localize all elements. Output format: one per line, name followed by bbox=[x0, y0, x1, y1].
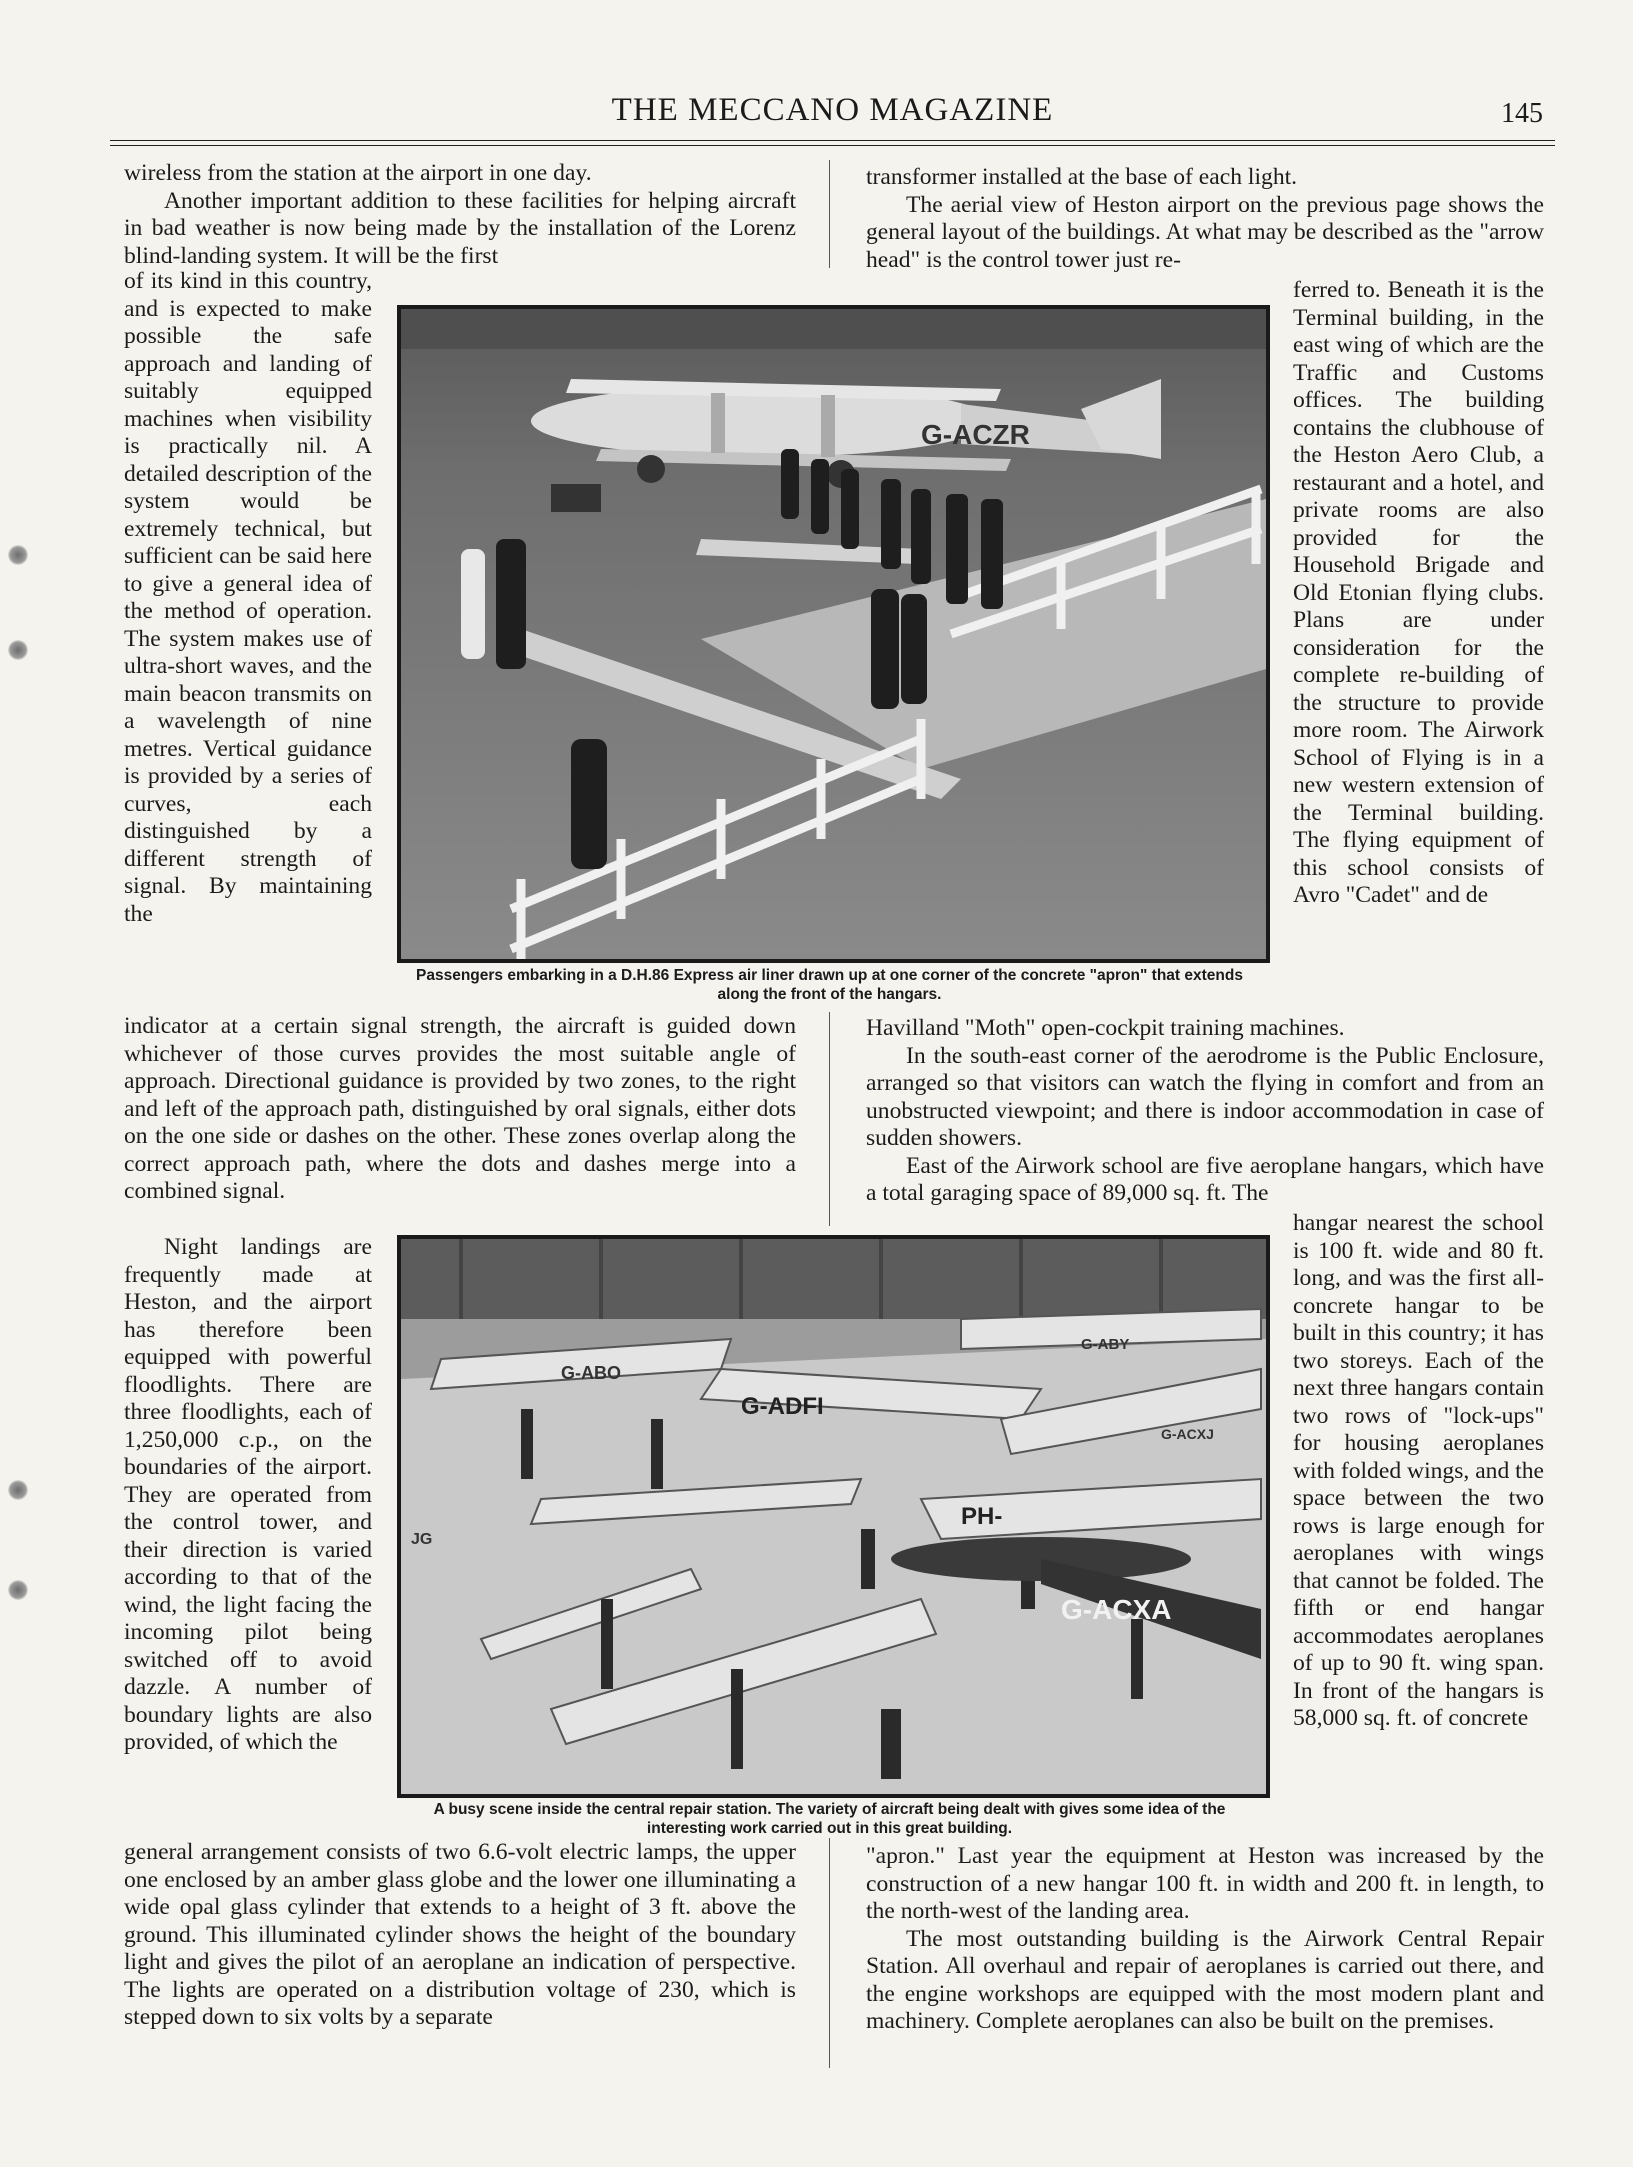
photo-airliner-boarding bbox=[397, 305, 1270, 963]
paragraph: Night landings are frequently made at Heston, and the airport has therefore been equipped with powerful floodlights. There are three floodlights, each of 1,250,000 c.p., on the boundaries of the airport. They are operated from the control tower, and their direction is varied according to that of the wind, the light facing the incoming pilot being switched off to avoid dazzle. A number of boundary lights are also provided, of which the bbox=[124, 1234, 372, 1755]
paragraph: In the south-east corner of the aerodrome is the Public Enclosure, arranged so that visitors can watch the flying in comfort and from an unobstructed viewpoint; and there is indoor accommodation in case of sudden showers. bbox=[866, 1042, 1544, 1151]
registration-label: G-ACXA bbox=[1061, 1594, 1172, 1625]
left-column-narrow-1 bbox=[124, 268, 372, 928]
registration-label: PH- bbox=[961, 1503, 1003, 1530]
paragraph: indicator at a certain signal strength, the aircraft is guided down whichever of those curves provides the most suitable angle of approach. Directional guidance is provided by two zones, to the right and left of the approach path, distinguished by oral signals, either dots on the one side or dashes on the other. These zones overlap along the correct approach path, where the dots and dashes merge into a combined signal. bbox=[124, 1013, 796, 1204]
left-column-mid bbox=[124, 1013, 796, 1206]
registration-label: G-ACXJ bbox=[1161, 1426, 1214, 1442]
paragraph: The aerial view of Heston airport on the previous page shows the general layout of the buildings. At what may be described as the "arrow head" is the control tower just re- bbox=[866, 191, 1544, 273]
running-header bbox=[110, 92, 1555, 132]
right-column-mid bbox=[866, 1015, 1544, 1208]
punch-hole bbox=[8, 1580, 28, 1600]
airliner-photo-illustration bbox=[401, 309, 1266, 959]
repair-station-photo-illustration bbox=[401, 1239, 1266, 1794]
registration-label: G-ADFI bbox=[741, 1393, 824, 1420]
paragraph: Havilland "Moth" open-cockpit training machines. bbox=[866, 1015, 1345, 1041]
paragraph: The most outstanding building is the Airwork Central Repair Station. All overhaul and repair of aeroplanes is carried out there, and the engine workshops are equipped with the most modern plant and machinery. Complete aeroplanes can also be built on the premises. bbox=[866, 1925, 1544, 2034]
left-column-top bbox=[124, 160, 796, 270]
column-divider bbox=[829, 1838, 830, 2068]
punch-hole bbox=[8, 1480, 28, 1500]
paragraph: "apron." Last year the equipment at Heston was increased by the construction of a new hangar 100 ft. in width and 200 ft. in length, to the north-west of the landing area. bbox=[866, 1843, 1544, 1924]
left-column-bottom bbox=[124, 1839, 796, 2032]
punch-hole bbox=[8, 545, 28, 565]
header-rule-top bbox=[110, 140, 1555, 141]
paragraph: ferred to. Beneath it is the Terminal building, in the east wing of which are the Traffic and Customs offices. The building contains the clubhouse of the Heston Aero Club, a restaurant and a hotel, and private rooms are also provided for the Household Brigade and Old Etonian flying clubs. Plans are under consideration for the complete re-building of the structure to provide more room. The Airwork School of Flying is in a new western extension of the Terminal building. The flying equipment of this school consists of Avro "Cadet" and de bbox=[1293, 277, 1544, 908]
aircraft-registration: G-ACZR bbox=[921, 419, 1030, 450]
registration-label: G-ABO bbox=[561, 1363, 621, 1383]
paragraph: Another important addition to these facilities for helping aircraft in bad weather is now being made by the installation of the Lorenz blind-landing system. It will be the first bbox=[124, 187, 796, 269]
photo-caption-1: Passengers embarking in a D.H.86 Express air liner drawn up at one corner of the concrete "apron" that extends along the front of the hangars. bbox=[416, 967, 1243, 1003]
paragraph: general arrangement consists of two 6.6-volt electric lamps, the upper one enclosed by an amber glass globe and the lower one illuminating a wide opal glass cylinder that extends to a height of 3 ft. above the ground. This illuminated cylinder shows the height of the boundary light and gives the pilot of an aeroplane an indication of perspective. The lights are operated on a distribution voltage of 230, which is stepped down to six volts by a separate bbox=[124, 1839, 796, 2030]
photo-repair-station bbox=[397, 1235, 1270, 1798]
left-column-narrow-2 bbox=[124, 1234, 372, 1757]
paragraph: hangar nearest the school is 100 ft. wide and 80 ft. long, and was the first all-concrete hangar to be built in this country; it has two storeys. Each of the next three hangars contain two rows of "lock-ups" for housing aeroplanes with folded wings, and the space between the two rows is large enough for aeroplanes with wings that cannot be folded. The fifth or end hangar accommodates aeroplanes of up to 90 ft. wing span. In front of the hangars is 58,000 sq. ft. of concrete bbox=[1293, 1210, 1544, 1731]
paragraph: transformer installed at the base of each light. bbox=[866, 164, 1298, 190]
paragraph: wireless from the station at the airport in one day. bbox=[124, 160, 592, 186]
paragraph: East of the Airwork school are five aeroplane hangars, which have a total garaging space of 89,000 sq. ft. The bbox=[866, 1152, 1544, 1206]
registration-label: G-ABY bbox=[1081, 1336, 1130, 1353]
magazine-title: THE MECCANO MAGAZINE bbox=[611, 92, 1054, 128]
column-divider bbox=[829, 160, 830, 268]
right-column-narrow-2 bbox=[1293, 1210, 1544, 1733]
right-column-top bbox=[866, 164, 1544, 274]
right-column-bottom bbox=[866, 1843, 1544, 2036]
right-column-narrow-1 bbox=[1293, 277, 1544, 910]
header-rule-bottom bbox=[110, 145, 1555, 146]
paragraph: of its kind in this country, and is expected to make possible the safe approach and landing of suitably equipped machines when visibility is practically nil. A detailed description of the system would be extremely technical, but sufficient can be said here to give a general idea of the method of operation. The system makes use of ultra-short waves, and the main beacon transmits on a wavelength of nine metres. Vertical guidance is provided by a series of curves, each distinguished by a different strength of signal. By maintaining the bbox=[124, 268, 372, 927]
punch-hole bbox=[8, 640, 28, 660]
column-divider bbox=[829, 1012, 830, 1226]
photo-caption-2: A busy scene inside the central repair station. The variety of aircraft being dealt with gives some idea of the interesting work carried out in this great building. bbox=[433, 1801, 1226, 1837]
registration-label: JG bbox=[411, 1531, 433, 1548]
page-number: 145 bbox=[1501, 98, 1543, 129]
